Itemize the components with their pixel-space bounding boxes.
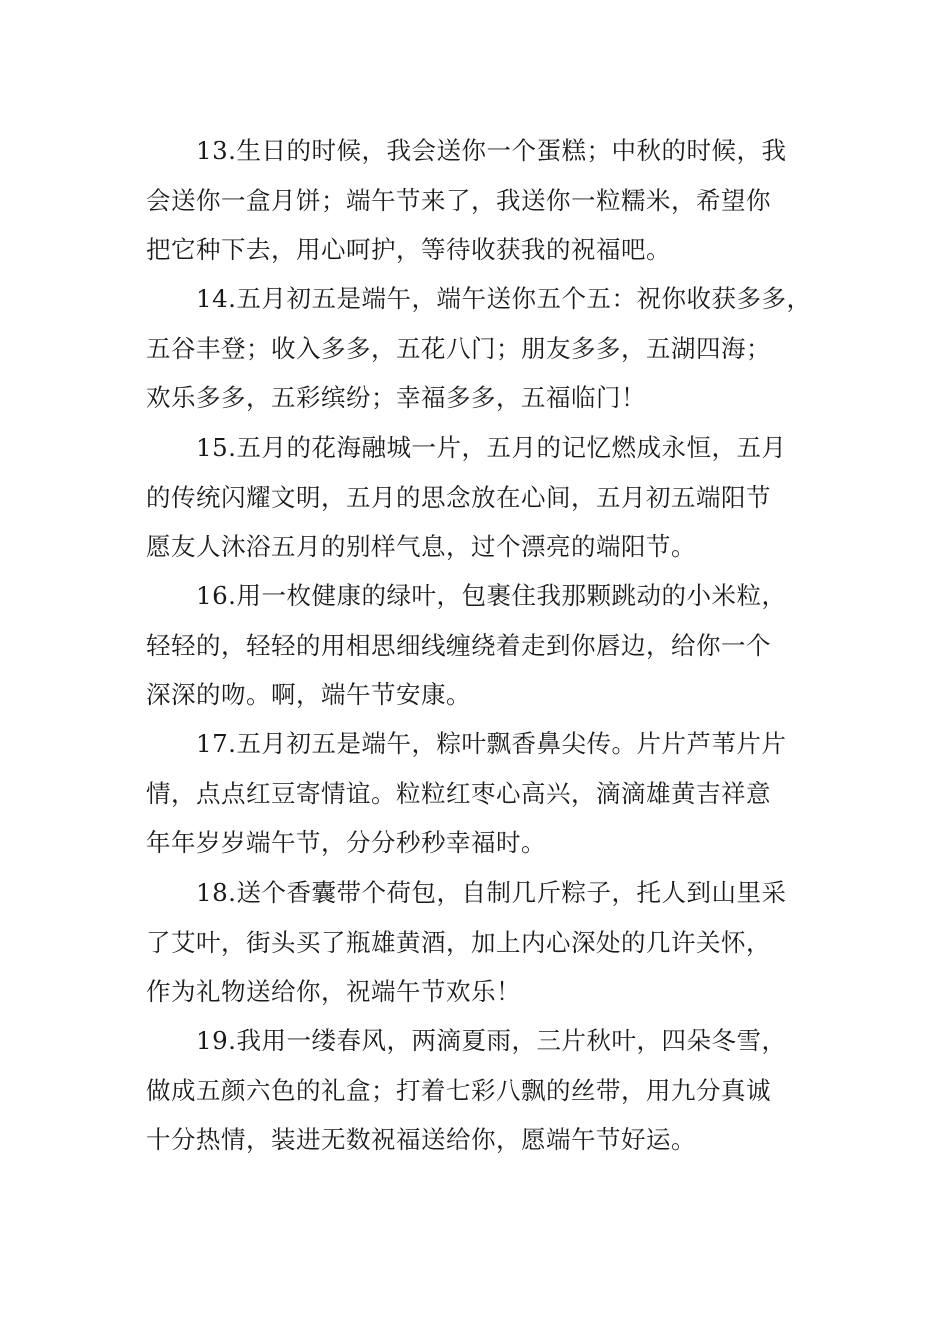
paragraph-line: 17.五月初五是端午，粽叶飘香鼻尖传。片片芦苇片片 <box>196 729 787 758</box>
paragraph-line: 做成五颜六色的礼盒；打着七彩八飘的丝带，用九分真诚 <box>146 1075 771 1105</box>
paragraph-line: 欢乐多多，五彩缤纷；幸福多多，五福临门！ <box>146 383 646 412</box>
paragraph-line: 18.送个香囊带个荷包，自制几斤粽子，托人到山里采 <box>196 878 787 907</box>
paragraph-line: 15.五月的花海融城一片，五月的记忆燃成永恒，五月 <box>196 433 787 462</box>
paragraph-line: 16.用一枚健康的绿叶，包裹住我那颗跳动的小米粒， <box>196 581 787 610</box>
paragraph-14 <box>146 274 826 423</box>
paragraph-19 <box>146 1016 826 1165</box>
paragraph-line: 19.我用一缕春风，两滴夏雨，三片秋叶，四朵冬雪， <box>196 1026 787 1055</box>
paragraph-line: 深深的吻。啊，端午节安康。 <box>146 680 471 709</box>
paragraph-15 <box>146 423 826 572</box>
paragraph-13 <box>146 126 826 275</box>
paragraph-line: 14.五月初五是端午，端午送你五个五：祝你收获多多， <box>196 284 812 313</box>
paragraph-line: 愿友人沐浴五月的别样气息，过个漂亮的端阳节。 <box>146 532 696 561</box>
paragraph-line: 轻轻的，轻轻的用相思细线缠绕着走到你唇边，给你一个 <box>146 630 771 660</box>
paragraph-line: 的传统闪耀文明，五月的思念放在心间，五月初五端阳节 <box>146 482 771 512</box>
paragraph-17 <box>146 719 826 868</box>
paragraph-18 <box>146 868 826 1017</box>
paragraph-16 <box>146 571 826 720</box>
paragraph-line: 把它种下去，用心呵护，等待收获我的祝福吧。 <box>146 235 671 264</box>
paragraph-line: 十分热情，装进无数祝福送给你，愿端午节好运。 <box>146 1125 696 1154</box>
paragraph-line: 年年岁岁端午节，分分秒秒幸福时。 <box>146 828 546 857</box>
paragraph-line: 会送你一盒月饼；端午节来了，我送你一粒糯米，希望你 <box>146 185 771 215</box>
paragraph-line: 情，点点红豆寄情谊。粒粒红枣心高兴，滴滴雄黄吉祥意 <box>146 778 771 808</box>
paragraph-line: 了艾叶，街头买了瓶雄黄酒，加上内心深处的几许关怀， <box>146 927 771 957</box>
paragraph-line: 作为礼物送给你，祝端午节欢乐！ <box>146 977 521 1006</box>
paragraph-line: 五谷丰登；收入多多，五花八门；朋友多多，五湖四海； <box>146 333 771 363</box>
paragraph-line: 13.生日的时候，我会送你一个蛋糕；中秋的时候，我 <box>196 136 787 165</box>
